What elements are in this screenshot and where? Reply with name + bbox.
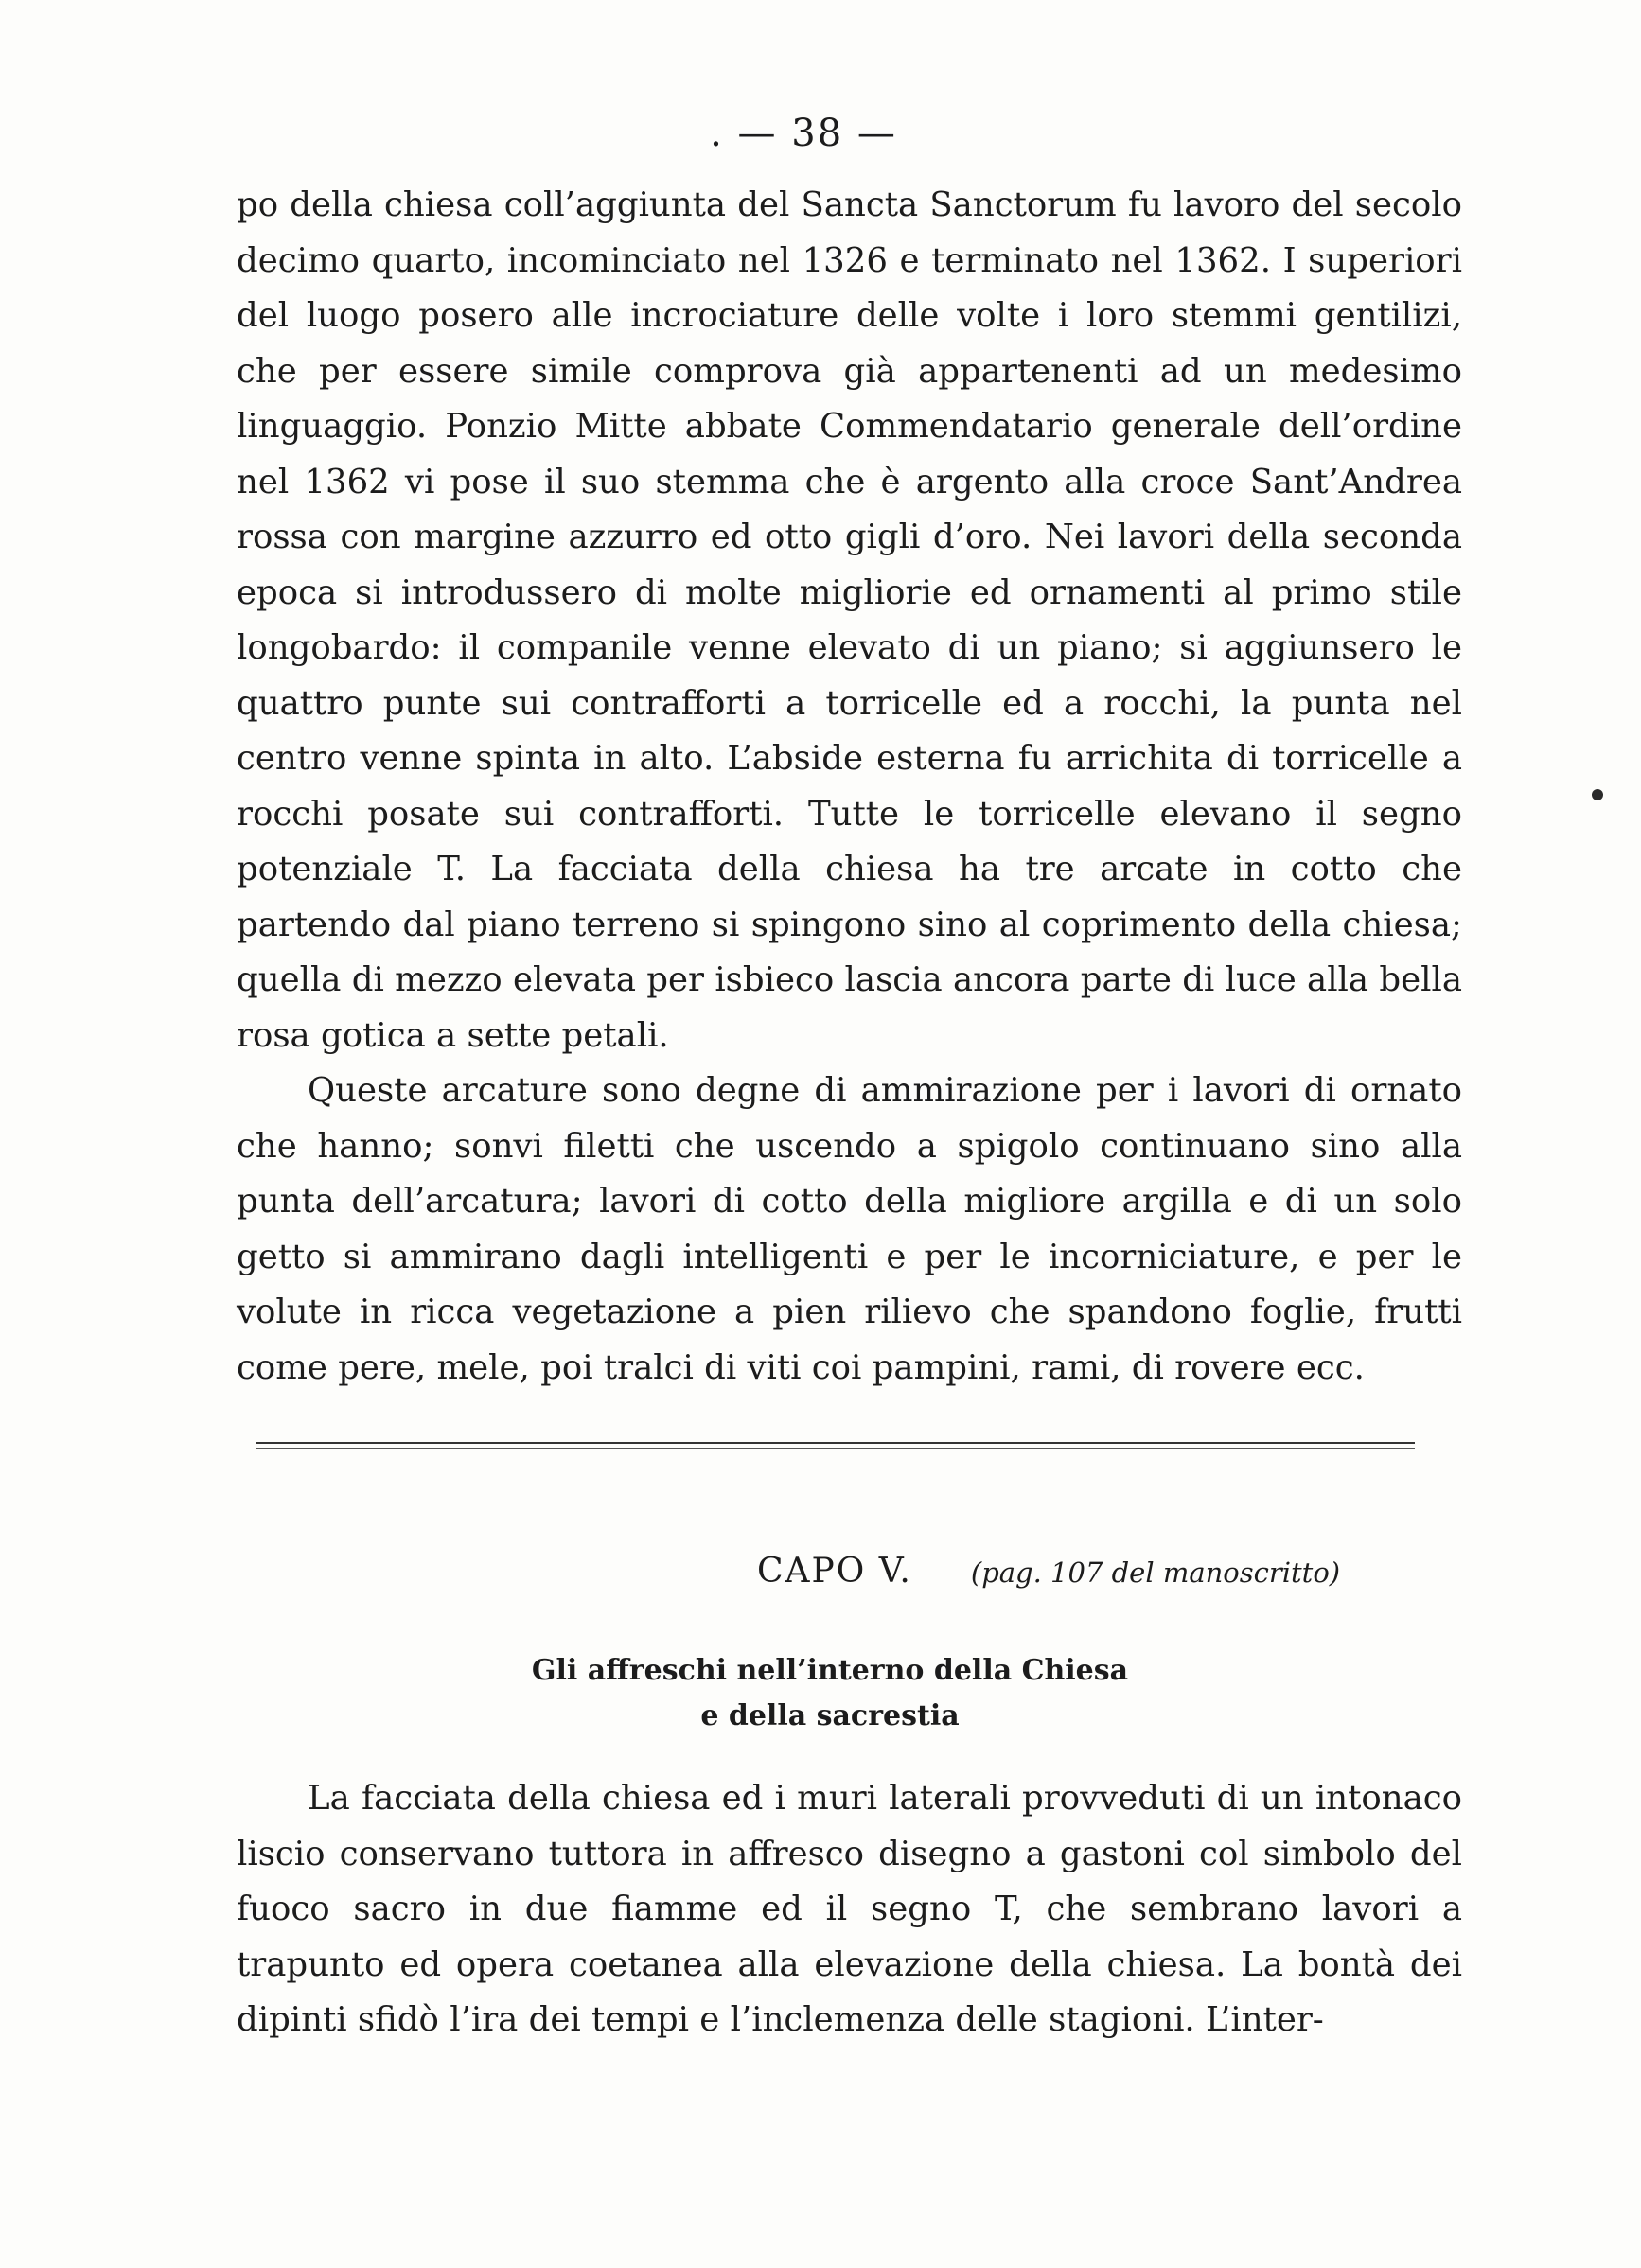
- chapter-subtitle-line-2: e della sacrestia: [700, 1699, 960, 1732]
- chapter-heading: [757, 1552, 1340, 1591]
- paragraph-1: po della chiesa coll’aggiunta del Sancta Sanctorum fu lavoro del secolo decimo quarto, incominciato nel 1326 e terminato nel 1362. I superiori del luogo posero alle incrociature delle volte i loro stemmi gentilizi, che per essere simile comprova già appartenenti ad un medesimo linguaggio. Ponzio Mitte abbate Commendatario generale dell’ordine nel 1362 vi pose il suo stemma che è argento alla croce Sant’Andrea rossa con margine azzurro ed otto gigli d’oro. Nei lavori della seconda epoca si introdussero di molte migliorie ed ornamenti al primo stile longobardo: il companile venne elevato di un piano; si aggiunsero le quattro punte sui contrafforti a torricelle ed a rocchi, la punta nel centro venne spinta in alto. L’abside esterna fu arrichita di torricelle a rocchi posate sui contrafforti. Tutte le torricelle elevano il segno potenziale T. La facciata della chiesa ha tre arcate in cotto che partendo dal piano terreno si spingono sino al coprimento della chiesa; quella di mezzo elevata per isbieco lascia ancora parte di luce alla bella rosa gotica a sette petali.: [237, 185, 1462, 1055]
- chapter-paragraph: La facciata della chiesa ed i muri laterali provveduti di un intonaco liscio conservano tuttora in affresco disegno a gastoni col simbolo del fuoco sacro in due fiamme ed il segno T, che sembrano lavori a trapunto ed opera coetanea alla elevazione della chiesa. La bontà dei dipinti sfidò l’ira dei tempi e l’inclemenza delle stagioni. L’inter-: [237, 1779, 1462, 2039]
- chapter-subtitle-line-1: Gli affreschi nell’interno della Chiesa: [531, 1654, 1129, 1687]
- chapter-title: CAPO V.: [757, 1552, 912, 1591]
- chapter-subtitle: [9, 1648, 1641, 1739]
- body-text-chapter: [237, 1771, 1462, 2048]
- ink-speck: [1592, 789, 1603, 800]
- chapter-note: (pag. 107 del manoscritto): [970, 1556, 1341, 1589]
- body-text-upper: [237, 178, 1462, 1396]
- page-number: . — 38 —: [710, 112, 897, 155]
- section-divider: [256, 1442, 1415, 1444]
- paragraph-2: Queste arcature sono degne di ammirazione per i lavori di ornato che hanno; sonvi filetti che uscendo a spigolo continuano sino alla punta dell’arcatura; lavori di cotto della migliore argilla e di un solo getto si ammirano dagli intelligenti e per le incorniciature, e per le volute in ricca vegetazione a pien rilievo che spandono foglie, frutti come pere, mele, poi tralci di viti coi pampini, rami, di rovere ecc.: [237, 1071, 1462, 1387]
